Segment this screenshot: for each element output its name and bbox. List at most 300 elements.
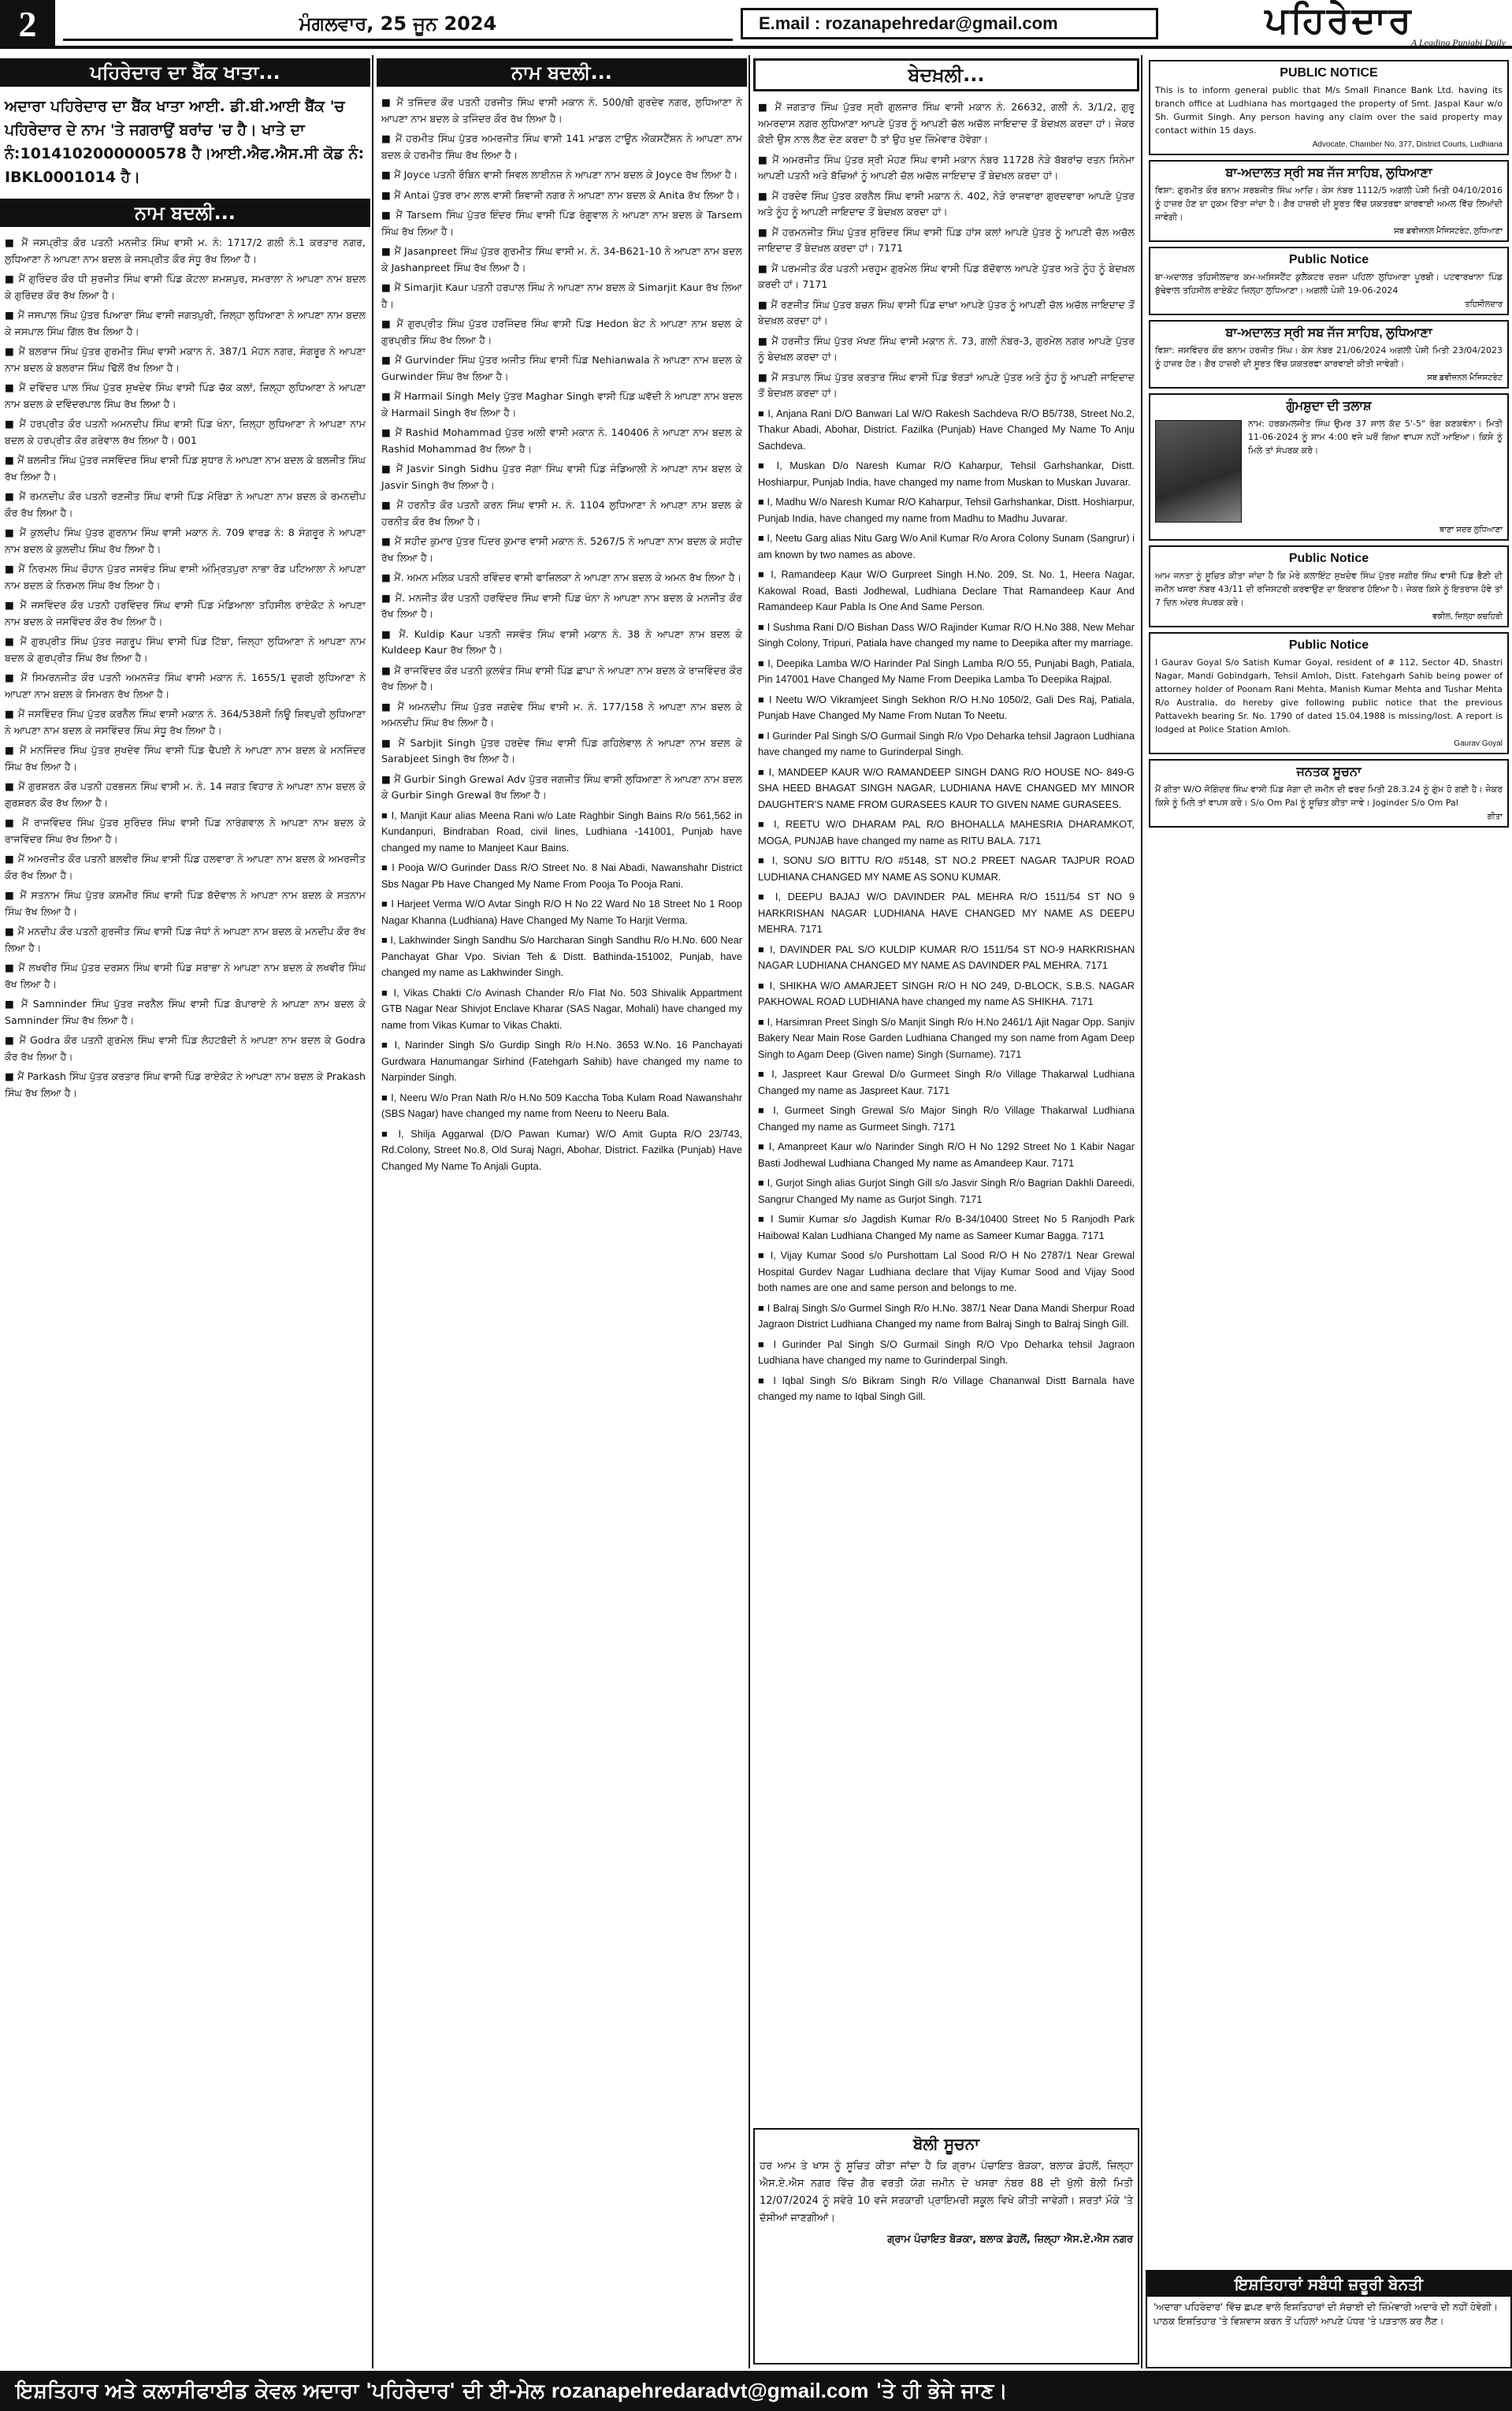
notice-item bbox=[0, 850, 370, 886]
notice-text: I Gurinder Pal Singh S/O Gurmail Singh R/O Vpo Deharka tehsil Jagraon Ludhiana have changed my name to Gurinderpal Singh. bbox=[758, 1338, 1135, 1366]
bullet-icon: ■ bbox=[381, 499, 397, 511]
notice-text: I, Neetu Garg alias Nitu Garg W/o Anil Kumar R/o Arora Colony Sunam (Sangrur) i am known by two names as above. bbox=[758, 532, 1135, 560]
notice-text: I, Vikas Chakti C/o Avinash Chander R/o Flat No. 503 Shivalik Appartment GTB Nagar Near Shivjot Enclave Kharar (SAS Nagar, Mohali) have changed my name from Vikas Kumar to Vikas Chakti. bbox=[381, 986, 742, 1031]
notice-item bbox=[0, 523, 370, 560]
notice-text: ਮੈਂ Samninder ਸਿੰਘ ਪੁੱਤਰ ਜਰਨੈਲ ਸਿੰਘ ਵਾਸੀ ਪਿੰਡ ਬੋਪਾਰਾਏ ਨੇ ਆਪਣਾ ਨਾਮ ਬਦਲ ਕੇ Samninder ਸਿੰਘ ਰੱਖ ਲਿਆ ਹੈ। bbox=[5, 998, 366, 1026]
bullet-icon: ■ bbox=[381, 736, 399, 749]
notice-item bbox=[753, 404, 1139, 457]
notice-text: I, Madhu W/o Naresh Kumar R/O Kaharpur, Tehsil Garhshankar, Distt. Hoshiarpur, Punjab India, have changed my name from Madhu to Madhu Juvarar. bbox=[758, 496, 1135, 524]
notice-item bbox=[0, 1031, 370, 1067]
notice-text: ਮੈਂ ਸਹੀਦ ਕੁਮਾਰ ਪੁੱਤਰ ਪਿੰਦਰ ਕੁਮਾਰ ਵਾਸੀ ਮਕਾਨ ਨੰ. 5267/5 ਨੇ ਆਪਣਾ ਨਾਮ ਬਦਲ ਕੇ ਸਹੀਦ ਰੱਖ ਲਿਆ ਹੈ। bbox=[381, 535, 742, 564]
notice-item bbox=[377, 351, 747, 387]
notice-text: ਮੈਂ Godra ਕੌਰ ਪਤਨੀ ਗੁਰਮੇਲ ਸਿੰਘ ਵਾਸੀ ਪਿੰਡ ਲੋਹਟਬੱਦੀ ਨੇ ਆਪਣਾ ਨਾਮ ਬਦਲ ਕੇ Godra ਕੌਰ ਰੱਖ ਲਿਆ ਹੈ। bbox=[5, 1034, 366, 1062]
notice-item bbox=[0, 560, 370, 596]
bank-heading: ਪਹਿਰੇਦਾਰ ਦਾ ਬੈਂਕ ਖਾਤਾ... bbox=[0, 58, 370, 87]
bullet-icon: ■ bbox=[758, 693, 769, 705]
notice-title: Public Notice bbox=[1288, 253, 1369, 266]
notice-text: ਮੈਂ Jasanpreet ਸਿੰਘ ਪੁੱਤਰ ਗੁਰਮੀਤ ਸਿੰਘ ਵਾਸੀ ਮ. ਨੰ. 34-B621-10 ਨੇ ਆਪਣਾ ਨਾਮ ਬਦਲ ਕੇ Jashanpreet ਸਿੰਘ ਰੱਖ ਲਿਆ ਹੈ। bbox=[381, 245, 742, 273]
bullet-icon: ■ bbox=[381, 591, 396, 604]
column-divider bbox=[1141, 55, 1142, 2368]
bullet-icon: ■ bbox=[5, 309, 18, 321]
bullet-icon: ■ bbox=[381, 463, 396, 474]
notice-text: I, Amanpreet Kaur w/o Narinder Singh R/O H No 1292 Street No 1 Kabir Nagar Basti Jodhewal Ludhiana Changed My name as Amandeep Kaur. 7171 bbox=[758, 1140, 1135, 1169]
notice-title: ਬਾ-ਅਦਾਲਤ ਸ੍ਰੀ ਸਬ ਜੱਜ ਸਾਹਿਬ, ਲੁਧਿਆਣਾ bbox=[1225, 166, 1432, 180]
bullet-icon: ■ bbox=[5, 563, 19, 575]
notice-item bbox=[0, 705, 370, 741]
notice-item bbox=[0, 270, 370, 306]
bullet-icon: ■ bbox=[381, 809, 392, 821]
notice-item bbox=[0, 668, 370, 705]
notice-text: I, Vijay Kumar Sood s/o Purshottam Lal Sood R/O H No 2787/1 Near Grewal Hospital Gurdev Nagar Ludhiana declare that Vijay Kumar Sood and Vijay Sood both names are one and same person and belongs to me. bbox=[758, 1249, 1135, 1293]
notice-item bbox=[377, 186, 747, 206]
bullet-icon: ■ bbox=[758, 189, 772, 202]
footer-text: ਇਸ਼ਤਿਹਾਰ ਅਤੇ ਕਲਾਸੀਫਾਈਡ ਕੇਵਲ ਅਦਾਰਾ 'ਪਹਿਰੇਦਾਰ' ਦੀ ਈ-ਮੇਲ bbox=[16, 2379, 544, 2403]
bullet-icon: ■ bbox=[5, 635, 20, 647]
notice-text: ਮੈਂ ਗੁਰਿੰਦਰ ਕੌਰ ਧੀ ਸੁਰਜੀਤ ਸਿੰਘ ਵਾਸੀ ਪਿੰਡ ਕੋਟਲਾ ਸ਼ਮਸ਼ਪੁਰ, ਸਮਰਾਲਾ ਨੇ ਆਪਣਾ ਨਾਮ ਬਦਲ ਕੇ ਗੁਰਿੰਦਰ ਕੌਰ ਰੱਖ ਲਿਆ ਹੈ। bbox=[5, 273, 366, 301]
bullet-icon: ■ bbox=[758, 1374, 774, 1386]
notice-text: ਮੈਂ ਗੁਰਪ੍ਰੀਤ ਸਿੰਘ ਪੁੱਤਰ ਜਗਰੂਪ ਸਿੰਘ ਵਾਸੀ ਪਿੰਡ ਟਿੱਬਾ, ਜ਼ਿਲ੍ਹਾ ਲੁਧਿਆਣਾ ਨੇ ਆਪਣਾ ਨਾਮ ਬਦਲ ਕੇ ਗੁਰਪ੍ਰੀਤ ਸਿੰਘ ਰੱਖ ਲਿਆ ਹੈ। bbox=[5, 635, 366, 664]
notice-text: ਮੈਂ ਹਰਦੇਵ ਸਿੰਘ ਪੁੱਤਰ ਕਰਨੈਲ ਸਿੰਘ ਵਾਸੀ ਮਕਾਨ ਨੰ. 402, ਨੇੜੇ ਰਾਜਵਾਰਾ ਗੁਰਦਵਾਰਾ ਆਪਣੇ ਪੁੱਤਰ ਅਤੇ ਨੂੰਹ ਨੂੰ ਆਪਣੀ ਜਾਇਦਾਦ ਤੋਂ ਬੇਦਖ਼ਲ ਕਰਦਾ ਹਾਂ। bbox=[758, 189, 1135, 218]
notice-text: I Gurinder Pal Singh S/O Gurmail Singh R/o Vpo Deharka tehsil Jagraon Ludhiana have changed my name to Gurinderpal Singh. bbox=[758, 729, 1135, 757]
bullet-icon: ■ bbox=[758, 1104, 774, 1116]
notice-body: ਵਿਸ਼ਾ: ਜਸਵਿੰਦਰ ਕੌਰ ਬਨਾਮ ਹਰਜੀਤ ਸਿੰਘ। ਕੇਸ ਨੰਬਰ 21/06/2024 ਅਗਲੀ ਪੇਸ਼ੀ ਮਿਤੀ 23/04/2023 ਨੂੰ ਹਾਜ਼ਰ ਹੋਣ। ਗੈਰ ਹਾਜ਼ਰੀ ਦੀ ਸੂਰਤ ਵਿੱਚ ਯਕਤਰਫਾ ਕਾਰਵਾਈ ਕੀਤੀ ਜਾਵੇਗੀ। bbox=[1155, 345, 1503, 369]
public-notice-big bbox=[1149, 545, 1509, 627]
notice-item bbox=[0, 487, 370, 523]
notice-item bbox=[377, 895, 747, 931]
page-footer bbox=[0, 2371, 1512, 2411]
auction-signature: ਗ੍ਰਾਮ ਪੰਚਾਇਤ ਬੋੜਕਾ, ਬਲਾਕ ਡੇਹਲੋਂ, ਜ਼ਿਲ੍ਹਾ ਐਸ.ਏ.ਐਸ ਨਗਰ bbox=[887, 2234, 1133, 2245]
notice-text: I, Narinder Singh S/o Gurdip Singh R/o H.No. 3653 W.No. 16 Panchayati Gurdwara Hanumangar Sirhind (Fatehgarh Sahib) have changed my name to Narpinder Singh. bbox=[381, 1039, 742, 1083]
notice-text: I, SONU S/O BITTU R/O #5148, ST NO.2 PREET NAGAR TAJPUR ROAD LUDHIANA CHANGED MY NAME AS SONU KUMAR. bbox=[758, 854, 1135, 883]
notice-item bbox=[377, 589, 747, 625]
english-name-change-list bbox=[753, 404, 1139, 1408]
notice-text: ਮੈਂ ਦਵਿੰਦਰ ਪਾਲ ਸਿੰਘ ਪੁੱਤਰ ਸੁਖਦੇਵ ਸਿੰਘ ਵਾਸੀ ਪਿੰਡ ਚੱਕ ਕਲਾਂ, ਜ਼ਿਲ੍ਹਾ ਲੁਧਿਆਣਾ ਨੇ ਆਪਣਾ ਨਾਮ ਬਦਲ ਕੇ ਦਵਿੰਦਰਪਾਲ ਸਿੰਘ ਰੱਖ ਲਿਆ ਹੈ। bbox=[5, 381, 366, 410]
bullet-icon: ■ bbox=[5, 454, 18, 466]
column-3 bbox=[753, 55, 1139, 2124]
notice-item bbox=[753, 493, 1139, 529]
bullet-icon: ■ bbox=[5, 418, 20, 430]
notice-text: I, Gurjot Singh alias Gurjot Singh Gill s/o Jasvir Singh R/o Bagrian Dakhli Dareedi, Sangrur Changed My name as Gurjot Singh. 7171 bbox=[758, 1177, 1135, 1205]
public-notice-en bbox=[1149, 632, 1509, 754]
notice-item bbox=[753, 368, 1139, 404]
notice-signature: ਵਕੀਲ, ਜ਼ਿਲ੍ਹਾ ਕਚਹਿਰੀ bbox=[1432, 612, 1503, 621]
bullet-icon: ■ bbox=[381, 986, 394, 999]
notice-text: ਮੈਂ ਹਰਜੀਤ ਸਿੰਘ ਪੁੱਤਰ ਮੱਖਣ ਸਿੰਘ ਵਾਸੀ ਮਕਾਨ ਨੰ. 73, ਗਲੀ ਨੰਬਰ-3, ਗੁਰਮੇਲ ਨਗਰ ਆਪਣੇ ਪੁੱਤਰ ਨੂੰ ਬੇਦਖ਼ਲ ਕਰਦਾ ਹਾਂ। bbox=[758, 334, 1135, 363]
bullet-icon: ■ bbox=[5, 490, 20, 502]
notice-item bbox=[753, 565, 1139, 618]
notice-item bbox=[753, 187, 1139, 223]
notice-text: I Sushma Rani D/O Bishan Dass W/O Rajinder Kumar R/O H.No 388, New Mehar Singh Colony, Tripuri, Patiala have changed my name to Deepika after my marriage. bbox=[758, 620, 1135, 649]
notice-text: ਮੈਂ ਜਸਵਿੰਦਰ ਸਿੰਘ ਪੁੱਤਰ ਕਰਨੈਲ ਸਿੰਘ ਵਾਸੀ ਮਕਾਨ ਨੰ. 364/538ਸੀ ਨਿਊ ਸ਼ਿਵਪੁਰੀ ਲੁਧਿਆਣਾ ਨੇ ਆਪਣਾ ਨਾਮ ਬਦਲ ਕੇ ਜਸਵਿੰਦਰ ਸਿੰਘ ਸੰਧੂ ਰੱਖ ਲਿਆ ਹੈ। bbox=[5, 708, 366, 736]
public-notice-top bbox=[1149, 60, 1509, 155]
page-number: 2 bbox=[0, 0, 55, 49]
notice-text: ਮੈਂ ਰਣਜੀਤ ਸਿੰਘ ਪੁੱਤਰ ਬਚਨ ਸਿੰਘ ਵਾਸੀ ਪਿੰਡ ਦਾਖਾ ਆਪਣੇ ਪੁੱਤਰ ਨੂੰ ਆਪਣੀ ਚੱਲ ਅਚੱਲ ਜਾਇਦਾਦ ਤੋਂ ਬੇਦਖ਼ਲ ਕਰਦਾ ਹਾਂ। bbox=[758, 298, 1135, 326]
notice-item bbox=[0, 813, 370, 850]
notice-body: ਆਮ ਜਨਤਾ ਨੂੰ ਸੂਚਿਤ ਕੀਤਾ ਜਾਂਦਾ ਹੈ ਕਿ ਮੇਰੇ ਕਲਾਇੰਟ ਸੁਖਦੇਵ ਸਿੰਘ ਪੁੱਤਰ ਜਗੀਰ ਸਿੰਘ ਵਾਸੀ ਪਿੰਡ ਭੈਣੀ ਦੀ ਜ਼ਮੀਨ ਖਸਰਾ ਨੰਬਰ 43/11 ਦੀ ਰਜਿਸਟਰੀ ਕਰਵਾਉਣ ਦਾ ਇਕਰਾਰ ਹੋਇਆ ਹੈ। ਜੇਕਰ ਕਿਸੇ ਨੂੰ ਇਤਰਾਜ਼ ਹੋਵੇ ਤਾਂ 7 ਦਿਨ ਅੰਦਰ ਸੰਪਰਕ ਕਰੇ। bbox=[1155, 571, 1503, 608]
notice-signature: ਸਬ ਡਵੀਜ਼ਨਲ ਮੈਜਿਸਟਰੇਟ bbox=[1427, 374, 1503, 382]
auction-notice bbox=[753, 2128, 1139, 2364]
notice-body: I Gaurav Goyal S/o Satish Kumar Goyal, resident of # 112, Sector 4D, Shastri Nagar, Mandi Gobindgarh, Tehsil Amloh, Distt. Fatehgarh Sahib being power of attorney holder of Poonam Rani Mehta, Manish Kumar Mehta and Tushar Mehta R/o Australia, do hereby give following public notice that the previous Pattavekh bearing Sr. No. 1790 of dated 15.04.1988 is missing/lost. A report is lodged at Police Station Amloh. bbox=[1155, 657, 1503, 735]
bullet-icon: ■ bbox=[381, 390, 395, 402]
notice-item bbox=[753, 654, 1139, 690]
bullet-icon: ■ bbox=[758, 532, 767, 544]
notice-text: ਮੈਂ ਰਾਜਵਿੰਦਰ ਸਿੰਘ ਪੁੱਤਰ ਸੁਰਿੰਦਰ ਸਿੰਘ ਵਾਸੀ ਪਿੰਡ ਨਾਰੰਗਵਾਲ ਨੇ ਆਪਣਾ ਨਾਮ ਬਦਲ ਕੇ ਰਾਜਵਿੰਦਰ ਸਿੰਘ ਰੱਖ ਲਿਆ ਹੈ। bbox=[5, 817, 366, 845]
notice-text: ਮੈਂ ਗੁਰਸ਼ਰਨ ਕੌਰ ਪਤਨੀ ਹਰਭਜਨ ਸਿੰਘ ਵਾਸੀ ਮ. ਨੰ. 14 ਜਗਤ ਵਿਹਾਰ ਨੇ ਆਪਣਾ ਨਾਮ ਬਦਲ ਕੇ ਗੁਰਸ਼ਰਨ ਕੌਰ ਰੱਖ ਲਿਆ ਹੈ। bbox=[5, 780, 366, 809]
bullet-icon: ■ bbox=[5, 925, 18, 937]
bullet-icon: ■ bbox=[5, 672, 21, 683]
notice-text: ਮੈਂ ਤਜਿੰਦਰ ਕੌਰ ਪਤਨੀ ਹਰਜੀਤ ਸਿੰਘ ਵਾਸੀ ਮਕਾਨ ਨੰ. 500/ਬੀ ਗੁਰਦੇਵ ਨਗਰ, ਲੁਧਿਆਣਾ ਨੇ ਆਪਣਾ ਨਾਮ ਬਦਲ ਕੇ ਤਜਿੰਦਰ ਕੌਰ ਰੱਖ ਲਿਆ ਹੈ। bbox=[381, 96, 742, 125]
bullet-icon: ■ bbox=[5, 345, 19, 357]
notice-signature: Advocate, Chamber No. 377, District Courts, Ludhiana bbox=[1312, 140, 1503, 149]
notice-item bbox=[0, 233, 370, 270]
bullet-icon: ■ bbox=[758, 657, 768, 669]
notice-item bbox=[377, 314, 747, 351]
notice-text: ਮੈਂ ਹਰਪ੍ਰੀਤ ਕੌਰ ਪਤਨੀ ਅਮਨਦੀਪ ਸਿੰਘ ਵਾਸੀ ਪਿੰਡ ਖੰਨਾ, ਜ਼ਿਲ੍ਹਾ ਲੁਧਿਆਣਾ ਨੇ ਆਪਣਾ ਨਾਮ ਬਦਲ ਕੇ ਹਰਪ੍ਰੀਤ ਕੌਰ ਗਰੇਵਾਲ ਰੱਖ ਲਿਆ ਹੈ। 001 bbox=[5, 418, 366, 446]
ad-disclaimer bbox=[1146, 2270, 1512, 2368]
notice-body: ਮੈਂ ਗੀਤਾ W/O ਜੋਗਿੰਦਰ ਸਿੰਘ ਵਾਸੀ ਪਿੰਡ ਜੋਗਾ ਦੀ ਜ਼ਮੀਨ ਦੀ ਫਰਦ ਮਿਤੀ 28.3.24 ਨੂੰ ਗੁੰਮ ਹੋ ਗਈ ਹੈ। ਜੇਕਰ ਕਿਸੇ ਨੂੰ ਮਿਲੇ ਤਾਂ ਵਾਪਸ ਕਰੇ। S/o Om Pal ਨੂੰ ਸੂਚਿਤ ਕੀਤਾ ਜਾਵੇ। Joginder S/o Om Pal bbox=[1155, 784, 1503, 808]
notice-item bbox=[753, 727, 1139, 763]
notice-text: ਮੈਂ ਸਤਨਾਮ ਸਿੰਘ ਪੁੱਤਰ ਕਸ਼ਮੀਰ ਸਿੰਘ ਵਾਸੀ ਪਿੰਡ ਬੱਦੋਵਾਲ ਨੇ ਆਪਣਾ ਨਾਮ ਬਦਲ ਕੇ ਸਤਨਾਮ ਸਿੰਘ ਰੱਖ ਲਿਆ ਹੈ। bbox=[5, 889, 366, 917]
masthead-title: ਪਹਿਰੇਦਾਰ bbox=[1265, 0, 1414, 41]
bullet-icon: ■ bbox=[381, 664, 395, 676]
notice-title: PUBLIC NOTICE bbox=[1280, 66, 1378, 80]
notice-text: ਮੈਂ ਅਮਰਜੀਤ ਸਿੰਘ ਪੁੱਤਰ ਸ਼੍ਰੀ ਮੋਹਣ ਸਿੰਘ ਵਾਸੀ ਮਕਾਨ ਨੰਬਰ 11728 ਨੇੜੇ ਬੱਬਰਾਂਚ ਰਤਨ ਸਿਨੇਮਾ ਆਪਣੀ ਪਤਨੀ ਅਤੇ ਬੱਚਿਆਂ ਨੂੰ ਆਪਣੀ ਚੱਲ ਅਚੱਲ ਜਾਇਦਾਦ ਤੋਂ ਬੇਦਖ਼ਲ ਕਰਦਾ ਹਾਂ। bbox=[758, 153, 1135, 181]
notice-item bbox=[0, 958, 370, 995]
notice-item bbox=[753, 1101, 1139, 1137]
bullet-icon: ■ bbox=[5, 853, 18, 865]
notice-text: ਮੈਂ Simarjit Kaur ਪਤਨੀ ਹਰਪਾਲ ਸਿੰਘ ਨੇ ਆਪਣਾ ਨਾਮ ਬਦਲ ਕੇ Simarjit Kaur ਰੱਖ ਲਿਆ ਹੈ। bbox=[381, 281, 742, 310]
bullet-icon: ■ bbox=[5, 998, 21, 1010]
notice-item bbox=[377, 806, 747, 859]
notice-item bbox=[377, 568, 747, 589]
notice-item bbox=[753, 1137, 1139, 1174]
notice-item bbox=[0, 995, 370, 1031]
bullet-icon: ■ bbox=[381, 1091, 392, 1103]
bullet-icon: ■ bbox=[5, 962, 19, 973]
notice-item bbox=[753, 151, 1139, 187]
notice-text: I Sumir Kumar s/o Jagdish Kumar R/o B-34/10400 Street No 5 Ranjodh Park Haibowal Kalan Ludhiana Changed My name as Sameer Kumar Bagga. 7171 bbox=[758, 1213, 1135, 1241]
column-4 bbox=[1146, 55, 1512, 2266]
notice-text: ਮੈਂ ਹਰਮਨਜੀਤ ਸਿੰਘ ਪੁੱਤਰ ਸੁਰਿੰਦਰ ਸਿੰਘ ਵਾਸੀ ਪਿੰਡ ਹਾਂਸ ਕਲਾਂ ਆਪਣੇ ਪੁੱਤਰ ਨੂੰ ਆਪਣੀ ਚੱਲ ਅਚੱਲ ਜਾਇਦਾਦ ਤੋਂ ਬੇਦਖ਼ਲ ਕਰਦਾ ਹਾਂ। 7171 bbox=[758, 225, 1135, 254]
notice-item bbox=[753, 223, 1139, 259]
column-divider bbox=[372, 55, 373, 2368]
masthead bbox=[1166, 0, 1512, 49]
notice-item bbox=[753, 1174, 1139, 1210]
bullet-icon: ■ bbox=[758, 1249, 771, 1261]
notice-text: ਮੈਂ ਹਰਮੀਤ ਸਿੰਘ ਪੁੱਤਰ ਅਮਰਜੀਤ ਸਿੰਘ ਵਾਸੀ 141 ਮਾਡਲ ਟਾਊਨ ਐਕਸਟੈਂਸ਼ਨ ਨੇ ਆਪਣਾ ਨਾਮ ਬਦਲ ਕੇ ਹਰਮੀਤ ਸਿੰਘ ਰੱਖ ਲਿਆ ਹੈ। bbox=[381, 132, 742, 161]
notice-text: I Balraj Singh S/o Gurmel Singh R/o H.No. 387/1 Near Dana Mandi Sherpur Road Jagraon District Ludhiana Changed my name from Balraj Singh to Balraj Singh Gill. bbox=[758, 1301, 1135, 1330]
notice-text: ਮੈਂ ਸਤਪਾਲ ਸਿੰਘ ਪੁੱਤਰ ਕਰਤਾਰ ਸਿੰਘ ਵਾਸੀ ਪਿੰਡ ਝੋਰੜਾਂ ਆਪਣੇ ਪੁੱਤਰ ਅਤੇ ਨੂੰਹ ਨੂੰ ਆਪਣੀ ਜਾਇਦਾਦ ਤੋਂ ਬੇਦਖ਼ਲ ਕਰਦਾ ਹਾਂ। bbox=[758, 370, 1135, 399]
notice-item bbox=[753, 1065, 1139, 1101]
notice-text: ਮੈਂ. ਅਮਨ ਮਲਿਕ ਪਤਨੀ ਰਵਿੰਦਰ ਵਾਸੀ ਫਾਜ਼ਿਲਕਾ ਨੇ ਆਪਣਾ ਨਾਮ ਬਦਲ ਕੇ ਅਮਨ ਰੱਖ ਲਿਆ ਹੈ। bbox=[394, 571, 742, 583]
bullet-icon: ■ bbox=[758, 153, 773, 166]
notice-text: ਮੈਂ Jasvir Singh Sidhu ਪੁੱਤਰ ਜੱਗਾ ਸਿੰਘ ਵਾਸੀ ਪਿੰਡ ਜੰਡਿਆਲੀ ਨੇ ਆਪਣਾ ਨਾਮ ਬਦਲ ਕੇ Jasvir Singh ਰੱਖ ਲਿਆ ਹੈ। bbox=[381, 463, 742, 491]
notice-text: ਮੈਂ ਲਖਵੀਰ ਸਿੰਘ ਪੁੱਤਰ ਦਰਸ਼ਨ ਸਿੰਘ ਵਾਸੀ ਪਿੰਡ ਸਰਾਭਾ ਨੇ ਆਪਣਾ ਨਾਮ ਬਦਲ ਕੇ ਲਖਵੀਰ ਸਿੰਘ ਰੱਖ ਲਿਆ ਹੈ। bbox=[5, 962, 366, 990]
notice-text: ਮੈਂ ਅਮਰਜੀਤ ਕੌਰ ਪਤਨੀ ਬਲਵੀਰ ਸਿੰਘ ਵਾਸੀ ਪਿੰਡ ਹਲਵਾਰਾ ਨੇ ਆਪਣਾ ਨਾਮ ਬਦਲ ਕੇ ਅਮਰਜੀਤ ਕੌਰ ਰੱਖ ਲਿਆ ਹੈ। bbox=[5, 853, 366, 881]
bullet-icon: ■ bbox=[381, 1039, 395, 1051]
notice-text: ਮੈਂ Gurvinder ਸਿੰਘ ਪੁੱਤਰ ਅਜੀਤ ਸਿੰਘ ਵਾਸੀ ਪਿੰਡ Nehianwala ਨੇ ਆਪਣਾ ਨਾਮ ਬਦਲ ਕੇ Gurwinder ਸਿੰਘ ਰੱਖ ਲਿਆ ਹੈ। bbox=[381, 354, 742, 382]
notice-text: I Harjeet Verma W/O Avtar Singh R/O H No 22 Ward No 18 Street No 1 Roop Nagar Khanna (Ludhiana) Have Changed My Name To Harjit Verma. bbox=[381, 898, 742, 926]
notice-item bbox=[0, 342, 370, 378]
disinheritance-list bbox=[753, 98, 1139, 404]
notice-text: ਮੈਂ Antai ਪੁੱਤਰ ਰਾਮ ਲਾਲ ਵਾਸੀ ਸ਼ਿਵਾਜੀ ਨਗਰ ਨੇ ਆਪਣਾ ਨਾਮ ਬਦਲ ਕੇ Anita ਰੱਖ ਲਿਆ ਹੈ। bbox=[394, 188, 741, 201]
ad-disclaimer-title: ਇਸ਼ਤਿਹਾਰਾਂ ਸਬੰਧੀ ਜ਼ਰੂਰੀ ਬੇਨਤੀ bbox=[1147, 2271, 1510, 2297]
notice-item bbox=[377, 166, 747, 186]
bullet-icon: ■ bbox=[381, 318, 397, 329]
notice-item bbox=[377, 1125, 747, 1178]
bullet-icon: ■ bbox=[758, 568, 771, 580]
missing-person-photo bbox=[1155, 420, 1242, 523]
notice-body: ਨਾਮ: ਹਰਕਮਲਜੀਤ ਸਿੰਘ ਉਮਰ 37 ਸਾਲ ਕੱਦ 5'-5" ਰੰਗ ਕਣਕਵੰਨਾ। ਮਿਤੀ 11-06-2024 ਨੂੰ ਸ਼ਾਮ 4:00 ਵਜੇ ਘਰੋਂ ਗਿਆ ਵਾਪਸ ਨਹੀਂ ਆਇਆ। ਕਿਸੇ ਨੂੰ ਮਿਲੇ ਤਾਂ ਸੰਪਰਕ ਕਰੋ। bbox=[1248, 419, 1503, 456]
notice-item bbox=[0, 1067, 370, 1103]
notice-text: ਮੈਂ ਜਗਤਾਰ ਸਿੰਘ ਪੁੱਤਰ ਸ੍ਰੀ ਗੁਲਜਾਰ ਸਿੰਘ ਵਾਸੀ ਮਕਾਨ ਨੰ. 26632, ਗਲੀ ਨੰ. 3/1/2, ਗੁਰੂ ਅਮਰਦਾਸ ਨਗਰ ਲੁਧਿਆਣਾ ਆਪਣੇ ਪੁੱਤਰ ਨੂੰ ਆਪਣੀ ਚੱਲ ਅਚੱਲ ਜਾਇਦਾਦ ਤੋਂ ਬੇਦਖ਼ਲ ਕਰਦਾ ਹਾਂ। ਜੇਕਰ ਕੋਈ ਉਸ ਨਾਲ ਲੈਣ ਦੇਣ ਕਰਦਾ ਹੈ ਤਾਂ ਉਹ ਖੁਦ ਜ਼ਿੰਮੇਵਾਰ ਹੋਵੇਗਾ। bbox=[758, 101, 1135, 145]
bullet-icon: ■ bbox=[5, 599, 20, 611]
notice-item bbox=[377, 423, 747, 460]
notice-item bbox=[0, 306, 370, 342]
column-divider bbox=[749, 55, 750, 2368]
notice-body: ਬਾ-ਅਦਾਲਤ ਤਹਿਸੀਲਦਾਰ ਕਮ-ਅਸਿਸਟੈਂਟ ਕੁਲੈਕਟਰ ਦਰਜਾ ਪਹਿਲਾ ਲੁਧਿਆਣਾ ਪੂਰਬੀ। ਪਟਵਾਰਖਾਨਾ ਪਿੰਡ ਬੁੱਢੇਵਾਲ ਤਹਿਸੀਲ ਰਾਏਕੋਟ ਜ਼ਿਲ੍ਹਾ ਲੁਧਿਆਣਾ। ਅਗਲੀ ਪੇਸ਼ੀ 19-06-2024 bbox=[1155, 272, 1503, 296]
name-change-heading: ਨਾਮ ਬਦਲੀ... bbox=[0, 199, 370, 227]
english-name-change-list bbox=[377, 806, 747, 1178]
bullet-icon: ■ bbox=[381, 934, 391, 946]
public-notice-pb2 bbox=[1149, 759, 1509, 828]
notice-text: I, SHIKHA W/O AMARJEET SINGH R/O H NO 249, D-BLOCK, S.B.S. NAGAR PAKHOWAL ROAD LUDHIANA have changed my name AS SHIKHA. 7171 bbox=[758, 979, 1135, 1007]
notice-text: I, Gurmeet Singh Grewal S/o Major Singh R/o Village Thakarwal Ludhiana Changed my name as Gurmeet Singh. 7171 bbox=[758, 1104, 1135, 1133]
notice-item bbox=[377, 242, 747, 278]
notice-text: I, Shilja Aggarwal (D/O Pawan Kumar) W/O Amit Gupta R/O 23/743, Rd.Colony, Street No.8, Old Suraj Nagri, Abohar, District. Fazilka (Punjab) Have Changed My Name To Anjali Gupta. bbox=[381, 1127, 742, 1172]
notice-item bbox=[753, 332, 1139, 368]
name-change-list bbox=[377, 93, 747, 806]
notice-signature: ਥਾਣਾ ਸਦਰ ਲੁਧਿਆਣਾ bbox=[1439, 526, 1503, 534]
bank-account-text: ਅਦਾਰਾ ਪਹਿਰੇਦਾਰ ਦਾ ਬੈਂਕ ਖਾਤਾ ਆਈ. ਡੀ.ਬੀ.ਆਈ ਬੈਂਕ 'ਚ ਪਹਿਰੇਦਾਰ ਦੇ ਨਾਮ 'ਤੇ ਜਗਰਾਉਂ ਬਰਾਂਚ 'ਚ ਹੈ। ਖਾਤੇ ਦਾ ਨੰ:1014102000000578 ਹੈ।ਆਈ.ਐਫ.ਐਸ.ਸੀ ਕੋਡ ਨੰ: IBKL0001014 ਹੈ। bbox=[5, 98, 365, 186]
notice-item bbox=[753, 690, 1139, 727]
notice-item bbox=[0, 378, 370, 415]
notice-text: I, Muskan D/o Naresh Kumar R/O Kaharpur, Tehsil Garhshankar, Distt. Hoshiarpur, Punjab India, have changed my name from Muskan to Muskan Juvarar. bbox=[758, 460, 1135, 488]
name-change-heading: ਨਾਮ ਬਦਲੀ... bbox=[377, 58, 747, 87]
bullet-icon: ■ bbox=[5, 889, 20, 901]
bullet-icon: ■ bbox=[758, 370, 772, 383]
notice-item bbox=[377, 1036, 747, 1088]
bullet-icon: ■ bbox=[758, 1338, 774, 1350]
notice-item bbox=[377, 661, 747, 698]
notice-text: ਮੈਂ Tarsem ਸਿੰਘ ਪੁੱਤਰ ਇੰਦਰ ਸਿੰਘ ਵਾਸੀ ਪਿੰਡ ਰੰਗੂਵਾਲ ਨੇ ਆਪਣਾ ਨਾਮ ਬਦਲ ਕੇ Tarsem ਸਿੰਘ ਰੱਖ ਲਿਆ ਹੈ। bbox=[381, 209, 742, 237]
notice-item bbox=[377, 931, 747, 984]
notice-item bbox=[0, 922, 370, 958]
bullet-icon: ■ bbox=[758, 729, 767, 742]
bullet-icon: ■ bbox=[381, 535, 395, 547]
notice-item bbox=[377, 858, 747, 895]
notice-item bbox=[753, 1299, 1139, 1335]
bullet-icon: ■ bbox=[381, 772, 395, 785]
notice-text: I, Jaspreet Kaur Grewal D/o Gurmeet Singh R/o Village Thakarwal Ludhiana Changed my name as Jaspreet Kaur. 7171 bbox=[758, 1068, 1135, 1096]
notice-item bbox=[753, 977, 1139, 1013]
notice-item bbox=[0, 886, 370, 922]
court-notice-1 bbox=[1149, 160, 1509, 242]
notice-item bbox=[377, 129, 747, 166]
bullet-icon: ■ bbox=[5, 780, 19, 792]
bullet-icon: ■ bbox=[5, 381, 20, 393]
notice-item bbox=[377, 387, 747, 423]
notice-item bbox=[753, 815, 1139, 851]
notice-text: ਮੈਂ Joyce ਪਤਨੀ ਰੌਬਿਨ ਵਾਸੀ ਸਿਵਲ ਲਾਈਨਜ਼ ਨੇ ਆਪਣਾ ਨਾਮ ਬਦਲ ਕੇ Joyce ਰੱਖ ਲਿਆ ਹੈ। bbox=[394, 169, 738, 180]
notice-text: ਮੈਂ ਜਸਪ੍ਰੀਤ ਕੌਰ ਪਤਨੀ ਮਨਜੀਤ ਸਿੰਘ ਵਾਸੀ ਮ. ਨੰ: 1717/2 ਗਲੀ ਨੰ.1 ਕਰਤਾਰ ਨਗਰ, ਲੁਧਿਆਣਾ ਨੇ ਆਪਣਾ ਨਾਮ ਬਦਲ ਕੇ ਜਸਪ੍ਰੀਤ ਕੌਰ ਸੰਧੂ ਰੱਖ ਲਿਆ ਹੈ। bbox=[5, 236, 366, 265]
notice-item bbox=[753, 851, 1139, 887]
notice-text: ਮੈਂ ਬਲਜੀਤ ਸਿੰਘ ਪੁੱਤਰ ਜਸਵਿੰਦਰ ਸਿੰਘ ਵਾਸੀ ਪਿੰਡ ਸੁਧਾਰ ਨੇ ਆਪਣਾ ਨਾਮ ਬਦਲ ਕੇ ਬਲਜੀਤ ਸਿੰਘ ਰੱਖ ਲਿਆ ਹੈ। bbox=[5, 454, 366, 482]
bullet-icon: ■ bbox=[5, 1034, 20, 1046]
bullet-icon: ■ bbox=[758, 407, 768, 419]
bullet-icon: ■ bbox=[381, 861, 392, 873]
bullet-icon: ■ bbox=[5, 1070, 18, 1082]
notice-item bbox=[377, 206, 747, 242]
footer-email[interactable]: rozanapehredaradvt@gmail.com bbox=[551, 2379, 869, 2402]
bullet-icon: ■ bbox=[5, 236, 22, 248]
bullet-icon: ■ bbox=[381, 96, 397, 108]
notice-text: I Iqbal Singh S/o Bikram Singh R/o Village Chananwal Distt Barnala have changed my name to Iqbal Singh Gill. bbox=[758, 1374, 1135, 1402]
notice-item bbox=[377, 496, 747, 532]
name-change-list bbox=[0, 233, 370, 1103]
bullet-icon: ■ bbox=[381, 132, 396, 144]
notice-item bbox=[0, 632, 370, 668]
notice-item bbox=[377, 625, 747, 661]
notice-item bbox=[753, 296, 1139, 332]
notice-body: This is to inform general public that M/s Small Finance Bank Ltd. having its branch office at Ludhiana has mortgaged the property of Smt. Jaspal Kaur w/o Sh. Gurmit Singh. Any person having any claim over the said property may contact within 15 days. bbox=[1155, 85, 1503, 136]
bullet-icon: ■ bbox=[381, 700, 398, 713]
notice-item bbox=[753, 259, 1139, 296]
notice-text: I, Manjit Kaur alias Meena Rani w/o Late Raghbir Singh Bains R/o 561,562 in Kundanpuri, Bindraban Road, civil lines, Ludhiana -141001, Punjab have changed my name to Manjeet Kaur Bains. bbox=[381, 809, 742, 854]
bullet-icon: ■ bbox=[758, 334, 772, 347]
notice-text: ਮੈਂ ਜਸਪਾਲ ਸਿੰਘ ਪੁੱਤਰ ਪਿਆਰਾ ਸਿੰਘ ਵਾਸੀ ਜਗਤਪੁਰੀ, ਜ਼ਿਲ੍ਹਾ ਲੁਧਿਆਣਾ ਨੇ ਆਪਣਾ ਨਾਮ ਬਦਲ ਕੇ ਜਸਪਾਲ ਸਿੰਘ ਗਿੱਲ ਰੱਖ ਲਿਆ ਹੈ। bbox=[5, 309, 366, 337]
ad-disclaimer-body: 'ਅਦਾਰਾ ਪਹਿਰੇਦਾਰ' ਵਿੱਚ ਛਪਣ ਵਾਲੇ ਇਸ਼ਤਿਹਾਰਾਂ ਦੀ ਸੱਚਾਈ ਦੀ ਜ਼ਿੰਮੇਵਾਰੀ ਅਦਾਰੇ ਦੀ ਨਹੀਂ ਹੋਵੇਗੀ। ਪਾਠਕ ਇਸ਼ਤਿਹਾਰ 'ਤੇ ਵਿਸ਼ਵਾਸ ਕਰਨ ਤੋਂ ਪਹਿਲਾਂ ਆਪਣੇ ਪੱਧਰ 'ਤੇ ਪੜਤਾਲ ਕਰ ਲੈਣ। bbox=[1154, 2301, 1498, 2327]
bullet-icon: ■ bbox=[381, 281, 395, 293]
notice-item bbox=[0, 741, 370, 777]
public-notice-pb bbox=[1149, 247, 1509, 315]
notice-text: ਮੈਂ ਮਨਜਿੰਦਰ ਸਿੰਘ ਪੁੱਤਰ ਸੁਖਦੇਵ ਸਿੰਘ ਵਾਸੀ ਪਿੰਡ ਢੈਪਈ ਨੇ ਆਪਣਾ ਨਾਮ ਬਦਲ ਕੇ ਮਨਜਿੰਦਰ ਸਿੰਘ ਰੱਖ ਲਿਆ ਹੈ। bbox=[5, 744, 366, 772]
page-header bbox=[0, 0, 1512, 49]
notice-item bbox=[0, 415, 370, 451]
bullet-icon: ■ bbox=[381, 245, 395, 257]
notice-item bbox=[0, 777, 370, 813]
bullet-icon: ■ bbox=[381, 1127, 399, 1140]
bullet-icon: ■ bbox=[758, 854, 772, 866]
bullet-icon: ■ bbox=[758, 818, 775, 830]
notice-text: ਮੈਂ ਪਰਮਜੀਤ ਕੌਰ ਪਤਨੀ ਮਰਹੂਮ ਗੁਰਮੇਲ ਸਿੰਘ ਵਾਸੀ ਪਿੰਡ ਬੱਦੋਵਾਲ ਆਪਣੇ ਪੁੱਤਰ ਅਤੇ ਨੂੰਹ ਨੂੰ ਬੇਦਖ਼ਲ ਕਰਦੀ ਹਾਂ। 7171 bbox=[758, 262, 1135, 290]
bullet-icon: ■ bbox=[758, 1068, 772, 1080]
bullet-icon: ■ bbox=[758, 101, 775, 113]
notice-text: I, DEEPU BAJAJ W/O DAVINDER PAL MEHRA R/O 1511/54 ST NO 9 HARKRISHAN NAGAR LUDHIANA HAVE CHANGED MY NAME AS DEEPU MEHRA. 7171 bbox=[758, 891, 1135, 935]
column-1 bbox=[0, 55, 370, 2368]
notice-item bbox=[753, 1210, 1139, 1246]
notice-item bbox=[753, 940, 1139, 977]
notice-item bbox=[753, 887, 1139, 940]
notice-text: ਮੈਂ ਸਿਮਰਨਜੀਤ ਕੌਰ ਪਤਨੀ ਅਮਨਜੋਤ ਸਿੰਘ ਵਾਸੀ ਮਕਾਨ ਨੰ. 1655/1 ਦੁਗਰੀ ਲੁਧਿਆਣਾ ਨੇ ਆਪਣਾ ਨਾਮ ਬਦਲ ਕੇ ਸਿਮਰਨ ਰੱਖ ਲਿਆ ਹੈ। bbox=[5, 672, 366, 700]
bullet-icon: ■ bbox=[758, 225, 772, 238]
notice-item bbox=[377, 734, 747, 770]
notice-signature: ਸਬ ਡਵੀਜ਼ਨਲ ਮੈਜਿਸਟਰੇਟ, ਲੁਧਿਆਣਾ bbox=[1394, 227, 1503, 236]
notice-text: I, Neeru W/o Pran Nath R/o H.No 509 Kaccha Toba Kulam Road Nawanshahr (SBS Nagar) have changed my name from Neeru to Neeru Bala. bbox=[381, 1091, 742, 1119]
notice-text: I, Anjana Rani D/O Banwari Lal W/O Rakesh Sachdeva R/O B5/738, Street No.2, Thakur Abadi, Abohar, District. Fazilka (Punjab) Have Changed My Name To Anju Sachdeva. bbox=[758, 407, 1135, 452]
auction-title: ਬੋਲੀ ਸੂਚਨਾ bbox=[912, 2134, 979, 2153]
notice-title: Public Notice bbox=[1288, 552, 1369, 565]
notice-text: ਮੈਂ ਅਮਨਦੀਪ ਸਿੰਘ ਪੁੱਤਰ ਜਗਦੇਵ ਸਿੰਘ ਵਾਸੀ ਮ. ਨੰ. 177/158 ਨੇ ਆਪਣਾ ਨਾਮ ਬਦਲ ਕੇ ਅਮਨਦੀਪ ਸਿੰਘ ਰੱਖ ਲਿਆ ਹੈ। bbox=[381, 700, 742, 728]
bullet-icon: ■ bbox=[5, 817, 23, 828]
notice-text: ਮੈਂ Rashid Mohammad ਪੁੱਤਰ ਅਲੀ ਵਾਸੀ ਮਕਾਨ ਨੰ. 140406 ਨੇ ਆਪਣਾ ਨਾਮ ਬਦਲ ਕੇ Rashid Mohammad ਰੱਖ ਲਿਆ ਹੈ। bbox=[381, 426, 742, 455]
notice-item bbox=[753, 456, 1139, 493]
bullet-icon: ■ bbox=[5, 744, 20, 756]
notice-item bbox=[377, 460, 747, 496]
bullet-icon: ■ bbox=[758, 460, 777, 471]
notice-text: I, Ramandeep Kaur W/O Gurpreet Singh H.No. 209, St. No. 1, Heera Nagar, Kakowal Road, Basti Jodhewal, Ludhiana Declare That Ramandeep Kaur And Ramandeep Kaur Pabla Is One And Same Person. bbox=[758, 568, 1135, 612]
bullet-icon: ■ bbox=[758, 891, 775, 902]
notice-text: I Neetu W/O Vikramjeet Singh Sekhon R/O H.No 1050/2, Gali Des Raj, Patiala, Punjab Have Changed My Name From Nutan To Neetu. bbox=[758, 693, 1135, 721]
notice-item bbox=[753, 98, 1139, 151]
notice-text: I, Deepika Lamba W/O Harinder Pal Singh Lamba R/O 55, Punjabi Bagh, Patiala, Pin 147001 Have Changed My Name From Deepika Lamba To Deepika Rajpal. bbox=[758, 657, 1135, 685]
bullet-icon: ■ bbox=[381, 898, 392, 910]
notice-signature: ਤਹਿਸੀਲਦਾਰ bbox=[1465, 300, 1503, 309]
notice-text: ਮੈਂ ਗੁਰਪ੍ਰੀਤ ਸਿੰਘ ਪੁੱਤਰ ਹਰਜਿੰਦਰ ਸਿੰਘ ਵਾਸੀ ਪਿੰਡ Hedon ਬੇਟ ਨੇ ਆਪਣਾ ਨਾਮ ਬਦਲ ਕੇ ਗੁਰਪ੍ਰੀਤ ਸਿੰਘ ਰੱਖ ਲਿਆ ਹੈ। bbox=[381, 318, 742, 346]
bullet-icon: ■ bbox=[758, 1213, 771, 1225]
bullet-icon: ■ bbox=[758, 620, 767, 633]
bullet-icon: ■ bbox=[758, 943, 771, 955]
notice-item bbox=[0, 596, 370, 632]
notice-title: ਜਨਤਕ ਸੂਚਨਾ bbox=[1296, 765, 1362, 779]
bullet-icon: ■ bbox=[381, 188, 395, 201]
notice-text: I, MANDEEP KAUR W/O RAMANDEEP SINGH DANG R/O HOUSE NO- 849-G SHA HEED BHAGAT SINGH NAGAR, LUDHIANA HAVE CHANGED MY MINOR DAUGHTER'S NAME FROM GURASEES KAUR TO GIVEN NAME GURASEES. bbox=[758, 765, 1135, 810]
header-email[interactable]: E.mail : rozanapehredar@gmail.com bbox=[741, 8, 1158, 39]
bullet-icon: ■ bbox=[381, 571, 395, 583]
bullet-icon: ■ bbox=[758, 765, 769, 778]
notice-text: ਮੈਂ ਬਲਰਾਜ ਸਿੰਘ ਪੁੱਤਰ ਗੁਰਮੀਤ ਸਿੰਘ ਵਾਸੀ ਮਕਾਨ ਨੰ. 387/1 ਮੋਹਨ ਨਗਰ, ਸੰਗਰੂਰ ਨੇ ਆਪਣਾ ਨਾਮ ਬਦਲ ਕੇ ਬਲਰਾਜ ਸਿੰਘ ਢਿੱਲੋਂ ਰੱਖ ਲਿਆ ਹੈ। bbox=[5, 345, 366, 374]
bullet-icon: ■ bbox=[758, 1015, 767, 1028]
bullet-icon: ■ bbox=[758, 1301, 767, 1314]
bullet-icon: ■ bbox=[758, 1177, 767, 1189]
bullet-icon: ■ bbox=[381, 426, 396, 438]
bullet-icon: ■ bbox=[5, 526, 20, 538]
notice-text: ਮੈਂ. ਮਨਜੀਤ ਕੌਰ ਪਤਨੀ ਹਰਵਿੰਦਰ ਸਿੰਘ ਵਾਸੀ ਪਿੰਡ ਖੰਨਾ ਨੇ ਆਪਣਾ ਨਾਮ ਬਦਲ ਕੇ ਮਨਜੀਤ ਕੌਰ ਰੱਖ ਲਿਆ ਹੈ। bbox=[381, 591, 742, 619]
bullet-icon: ■ bbox=[758, 298, 771, 311]
notice-signature: ਗੀਤਾ bbox=[1487, 813, 1503, 821]
notice-text: I, DAVINDER PAL S/O KULDIP KUMAR R/O 1511/54 ST NO-9 HARKRISHAN NAGAR LUDHIANA CHANGED MY NAME AS DAVINDER PAL MEHRA. 7171 bbox=[758, 943, 1135, 971]
court-notice-2 bbox=[1149, 320, 1509, 389]
bullet-icon: ■ bbox=[381, 354, 396, 366]
bullet-icon: ■ bbox=[758, 979, 770, 992]
notice-item bbox=[753, 618, 1139, 654]
notice-text: ਮੈਂ ਜਸਵਿੰਦਰ ਕੌਰ ਪਤਨੀ ਹਰਵਿੰਦਰ ਸਿੰਘ ਵਾਸੀ ਪਿੰਡ ਮੰਡਿਆਲਾ ਤਹਿਸੀਲ ਰਾਏਕੋਟ ਨੇ ਆਪਣਾ ਨਾਮ ਬਦਲ ਕੇ ਜਸਵਿੰਦਰ ਕੌਰ ਰੱਖ ਲਿਆ ਹੈ। bbox=[5, 599, 366, 627]
bullet-icon: ■ bbox=[5, 708, 18, 720]
notice-item bbox=[377, 532, 747, 568]
notice-text: I Pooja W/O Gurinder Dass R/O Street No. 8 Nai Abadi, Nawanshahr District Sbs Nagar Pb Have Changed My Name From Pooja To Pooja Rani. bbox=[381, 861, 742, 890]
notice-item bbox=[753, 763, 1139, 816]
notice-item bbox=[753, 1335, 1139, 1371]
notice-text: ਮੈਂ Parkash ਸਿੰਘ ਪੁੱਤਰ ਕਰਤਾਰ ਸਿੰਘ ਵਾਸੀ ਪਿੰਡ ਰਾਏਕੋਟ ਨੇ ਆਪਣਾ ਨਾਮ ਬਦਲ ਕੇ Prakash ਸਿੰਘ ਰੱਖ ਲਿਆ ਹੈ। bbox=[5, 1070, 366, 1099]
notice-text: ਮੈਂ ਕੁਲਦੀਪ ਸਿੰਘ ਪੁੱਤਰ ਗੁਰਨਾਮ ਸਿੰਘ ਵਾਸੀ ਮਕਾਨ ਨੰ. 709 ਵਾਰਡ ਨੰ: 8 ਸੰਗਰੂਰ ਨੇ ਆਪਣਾ ਨਾਮ ਬਦਲ ਕੇ ਕੁਲਦੀਪ ਸਿੰਘ ਰੱਖ ਲਿਆ ਹੈ। bbox=[5, 526, 366, 555]
notice-text: ਮੈਂ ਰਾਜਵਿੰਦਰ ਕੌਰ ਪਤਨੀ ਕੁਲਵੰਤ ਸਿੰਘ ਵਾਸੀ ਪਿੰਡ ਛਾਪਾ ਨੇ ਆਪਣਾ ਨਾਮ ਬਦਲ ਕੇ ਰਾਜਵਿੰਦਰ ਕੌਰ ਰੱਖ ਲਿਆ ਹੈ। bbox=[381, 664, 742, 692]
notice-body: ਵਿਸ਼ਾ: ਗੁਰਮੀਤ ਕੌਰ ਬਨਾਮ ਸਰਬਜੀਤ ਸਿੰਘ ਆਦਿ। ਕੇਸ ਨੰਬਰ 1112/5 ਅਗਲੀ ਪੇਸ਼ੀ ਮਿਤੀ 04/10/2016 ਨੂੰ ਹਾਜ਼ਰ ਹੋਣ ਦਾ ਹੁਕਮ ਦਿੱਤਾ ਜਾਂਦਾ ਹੈ। ਗੈਰ ਹਾਜ਼ਰੀ ਦੀ ਸੂਰਤ ਵਿੱਚ ਯਕਤਰਫਾ ਕਾਰਵਾਈ ਅਮਲ ਵਿੱਚ ਲਿਆਂਦੀ ਜਾਵੇਗੀ। bbox=[1155, 185, 1503, 222]
bullet-icon: ■ bbox=[381, 209, 396, 221]
notice-text: I, Lakhwinder Singh Sandhu S/o Harcharan Singh Sandhu R/o H.No. 600 Near Panchayat Ghar Vpo. Sivian Teh & Distt. Bathinda-151002, Punjab, have changed my name as Lakhwinder Singh. bbox=[381, 934, 742, 978]
notice-text: ਮੈਂ Harmail Singh Mely ਪੁੱਤਰ Maghar Singh ਵਾਸੀ ਪਿੰਡ ਘਵੱਦੀ ਨੇ ਆਪਣਾ ਨਾਮ ਬਦਲ ਕੇ Harmail Singh ਰੱਖ ਲਿਆ ਹੈ। bbox=[381, 390, 742, 419]
notice-item bbox=[377, 93, 747, 129]
notice-text: ਮੈਂ Gurbir Singh Grewal Adv ਪੁੱਤਰ ਜਗਜੀਤ ਸਿੰਘ ਵਾਸੀ ਲੁਧਿਆਣਾ ਨੇ ਆਪਣਾ ਨਾਮ ਬਦਲ ਕੇ Gurbir Singh Grewal ਰੱਖ ਲਿਆ ਹੈ। bbox=[381, 772, 742, 801]
notice-text: I, REETU W/O DHARAM PAL R/O BHOHALLA MAHESRIA DHARAMKOT, MOGA, PUNJAB have changed my name as RITU BALA. 7171 bbox=[758, 818, 1135, 846]
bullet-icon: ■ bbox=[758, 262, 772, 274]
bullet-icon: ■ bbox=[381, 169, 395, 180]
issue-date: ਮੰਗਲਵਾਰ, 25 ਜੂਨ 2024 bbox=[63, 6, 733, 41]
bullet-icon: ■ bbox=[758, 496, 767, 508]
notice-item bbox=[377, 698, 747, 734]
bullet-icon: ■ bbox=[758, 1140, 769, 1152]
disinheritance-heading: ਬੇਦਖ਼ਲੀ... bbox=[753, 58, 1139, 91]
notice-text: ਮੈਂ Sarbjit Singh ਪੁੱਤਰ ਹਰਦੇਵ ਸਿੰਘ ਵਾਸੀ ਪਿੰਡ ਗਹਿਲੇਵਾਲ ਨੇ ਆਪਣਾ ਨਾਮ ਬਦਲ ਕੇ Sarabjeet Singh ਰੱਖ ਲਿਆ ਹੈ। bbox=[381, 736, 742, 765]
